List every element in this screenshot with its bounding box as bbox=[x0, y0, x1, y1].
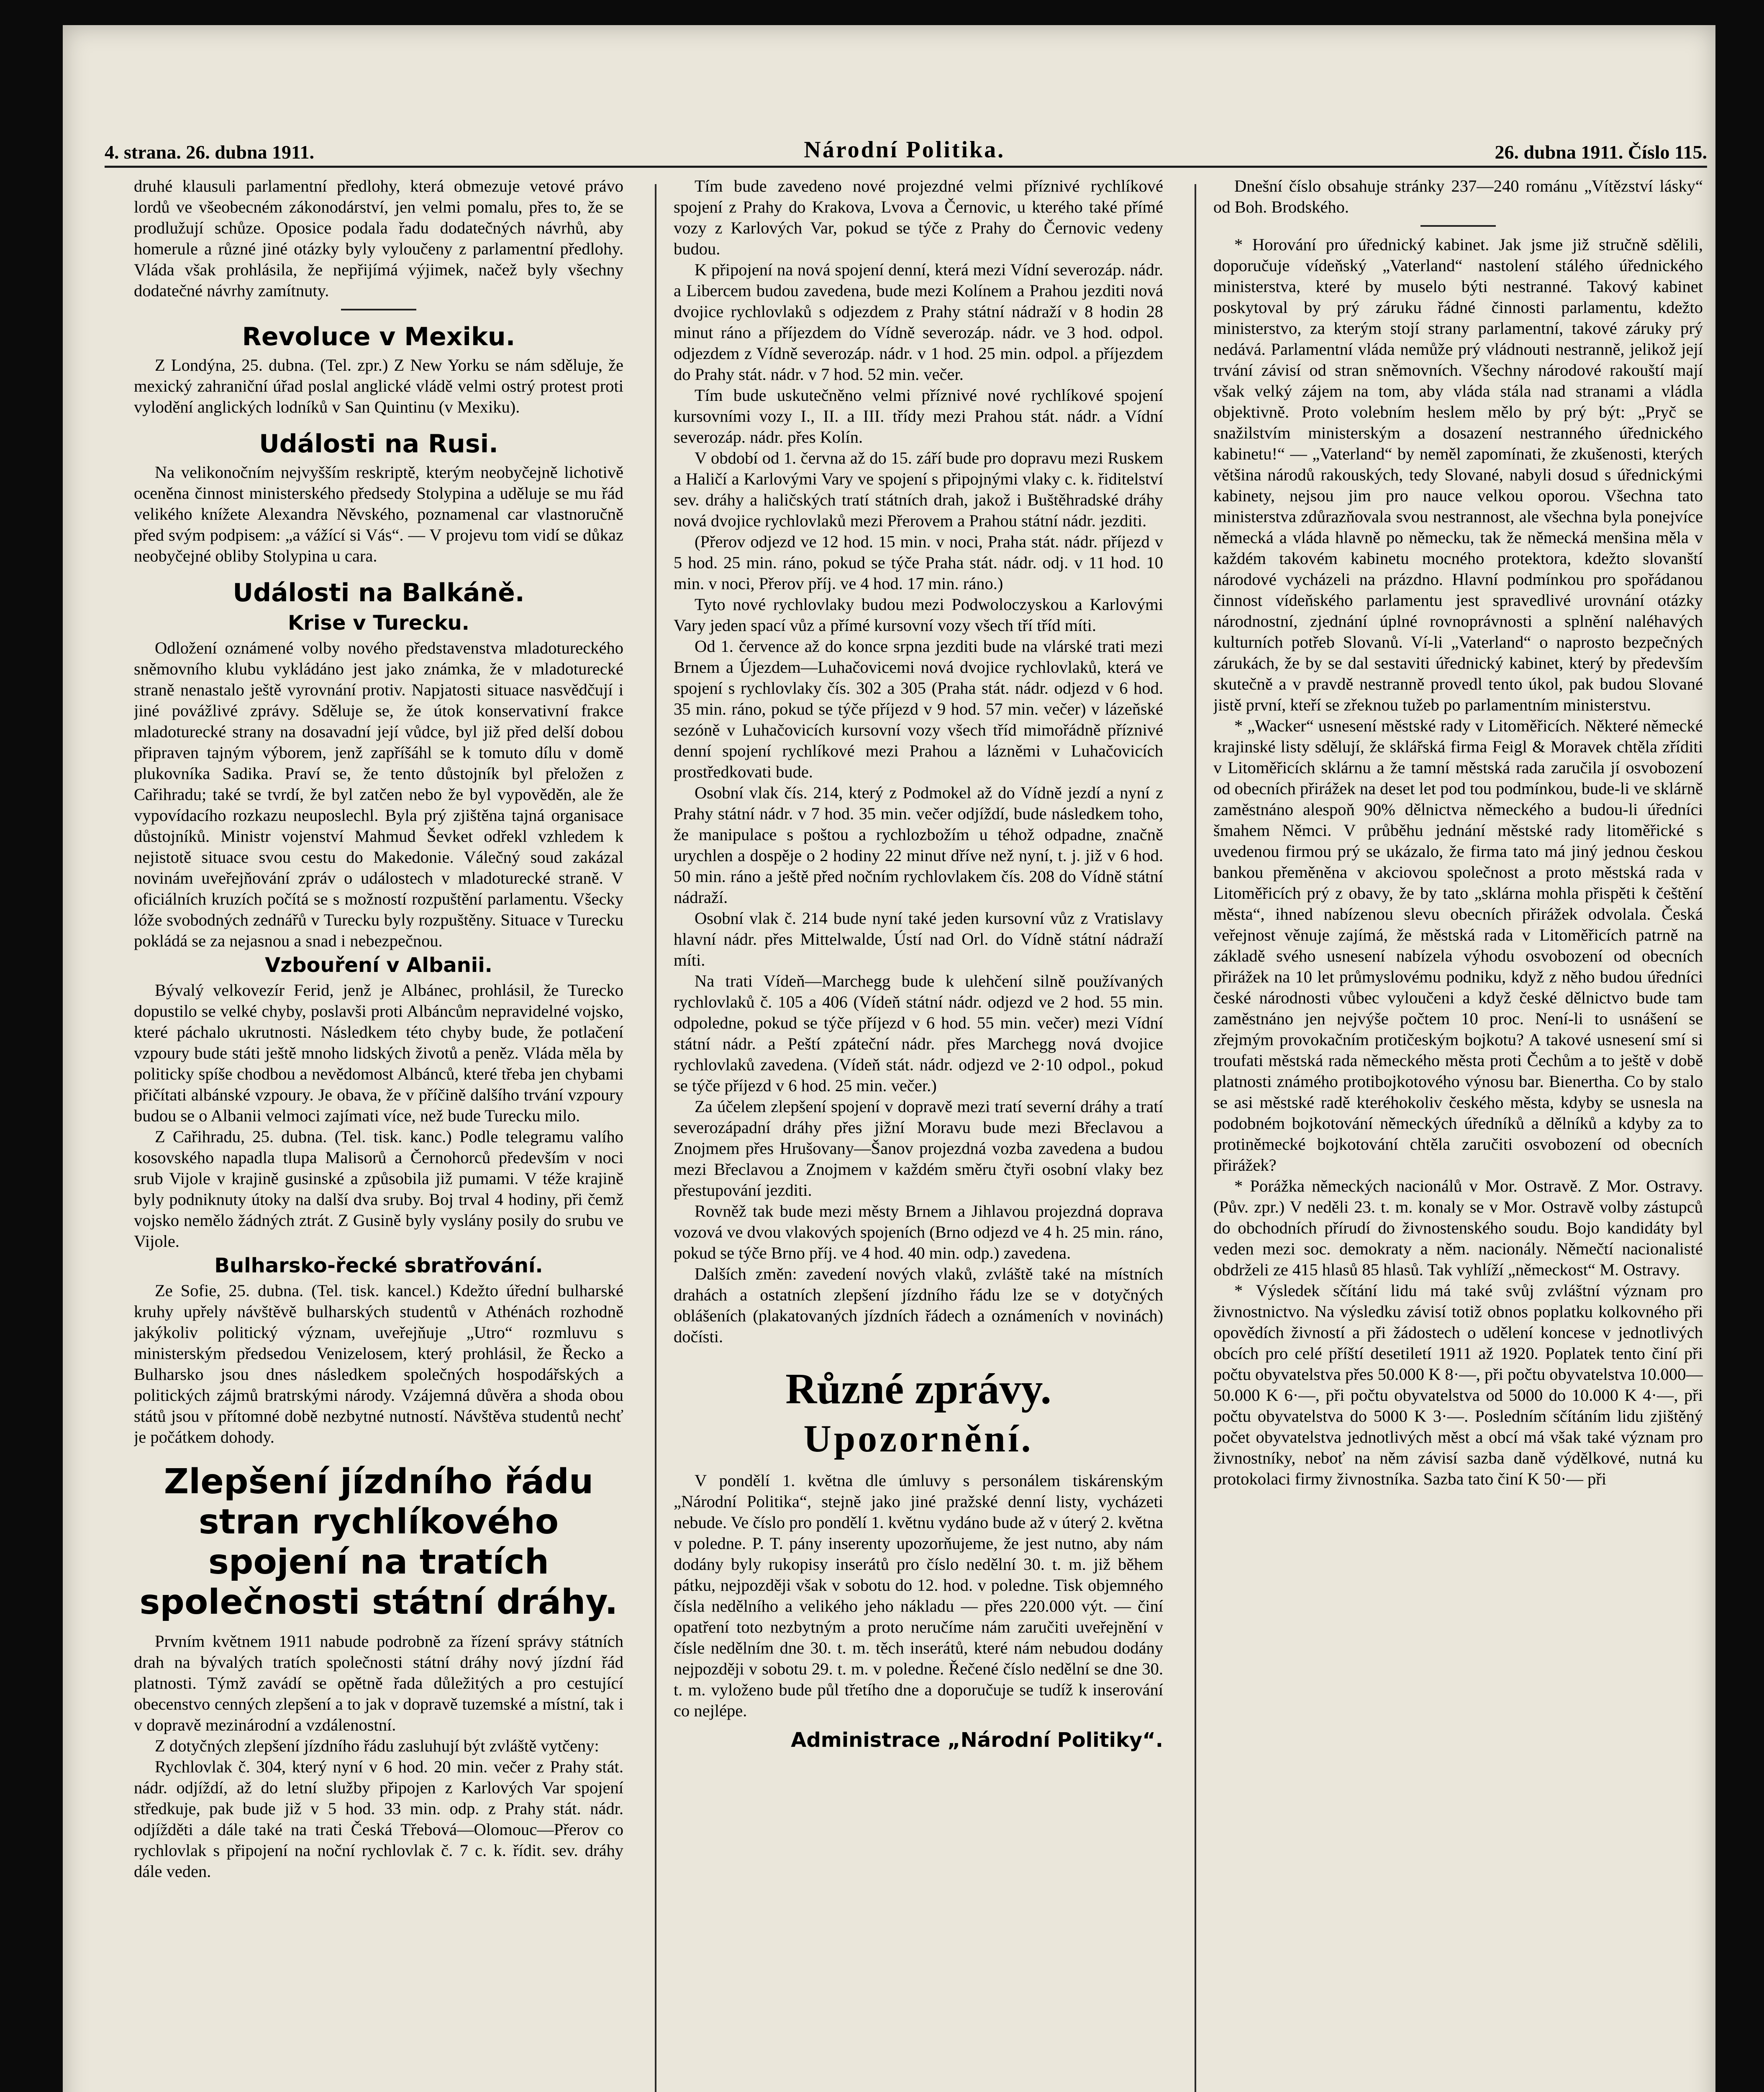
article-text: Prvním květnem 1911 nabude podrobně za řízení správy státních drah na bývalých tratích společnosti státní dráhy nový jízdní řád platnosti. Týmž zavádí se opětně řada důležitých a pro cestující obecenstvo cenných zlepšení a to jak v dopravě tuzemské a místní, tak i v dopravě mezinárodní a vzdálenostní. bbox=[134, 1632, 623, 1734]
divider bbox=[1420, 225, 1496, 227]
headline-mexico: Revoluce v Mexiku. bbox=[242, 322, 515, 351]
headline-upozorneni: Upozornění. bbox=[803, 1417, 1033, 1460]
column-3 bbox=[1213, 176, 1703, 2092]
article-text: druhé klausuli parlamentní předlohy, která obmezuje vetové právo lordů ve všeobecném zákonodárství, jen velmi pomalu, přes to, že se prodlužují schůze. Oposice podala řadu dodatečných návrhů, aby homerule a různé jiné otázky byly vyloučeny z parlamentní předlohy. Vláda však prohlásila, že nepřijímá výjimek, načež byly všechny dodatečné návrhy zamítnuty. bbox=[134, 177, 623, 300]
article-text: Tyto nové rychlovlaky budou mezi Podwoloczyskou a Karlovými Vary jeden spací vůz a přímé kursovní vozy všech tří tříd míti. bbox=[674, 595, 1163, 635]
signature-administrace: Administrace „Národní Politiky“. bbox=[791, 1728, 1163, 1752]
column-2 bbox=[674, 176, 1163, 2092]
article-text: Na velikonočním nejvyšším reskriptě, kterým neobyčejně lichotivě oceněna činnost ministerského předsedy Stolypina a uděluje se mu řád velikého knížete Alexandra Něvského, poznamenal car vlastnoručně před svým podpisem: „a vážící si Vás“. — V projevu tom vidí se důkaz neobyčejné obliby Stolypina u cara. bbox=[134, 463, 623, 565]
article-text: Osobní vlak č. 214 bude nyní také jeden kursovní vůz z Vratislavy hlavní nádr. přes Mittelwalde, Ústí nad Orl. do Vídně státní nádraží míti. bbox=[674, 909, 1163, 969]
article-text: Z dotyčných zlepšení jízdního řádu zasluhují být zvláště vytčeny: bbox=[155, 1736, 599, 1755]
article-text: * Výsledek sčítání lidu má také svůj zvláštní význam pro živnostnictvo. Na výsledku závisí totiž obnos poplatku kolkovného při opovědích živností a při žádostech o udělení koncese v jednotlivých obcích pro celé příští desetiletí 1911 až 1920. Poplatek tento činí při počtu obyvatelstva přes 50.000 K 8·—, při počtu obyvatelstva 10.000—50.000 K 6·—, při počtu obyvatelstva od 5000 do 10.000 K 4·—, při počtu obyvatelstva do 5000 K 3·—. Posledním sčítáním lidu zjištěný počet obyvatelstva jednotlivých měst a obcí má však také význam pro živnostníky, neboť na něm závisí sazba daně výdělkové, nutná ku protokolaci firmy živnostníka. Sazba tato činí K 50·— při bbox=[1213, 1281, 1703, 1488]
article-text: Osobní vlak čís. 214, který z Podmokel až do Vídně jezdí a nyní z Prahy státní nádr. v 7 hod. 35 min. večer odjíždí, bude následkem toho, že manipulace s poštou a rychlozbožím u téhož odpadne, značně urychlen a dospěje o 2 hodiny 22 minut dříve než nyní, t. j. již v 6 hod. 50 min. ráno a ještě před nočním rychlovlakem čís. 208 do Vídně státní nádraží. bbox=[674, 783, 1163, 907]
header-issue-right: 26. dubna 1911. Číslo 115. bbox=[1495, 141, 1707, 163]
article-text: Z Cařihradu, 25. dubna. (Tel. tisk. kanc.) Podle telegramu valího kosovského napadla tlupa Malisorů a Černohorců především v noci srub Vijole v krajině gusinské a způsobila již pumami. V téže krajině byly podniknuty útoky na další dva sruby. Boj trval 4 hodiny, při čemž vojsko nemělo žádných ztrát. Z Gusině byly vyslány posily do srubu ve Vijole. bbox=[134, 1127, 623, 1251]
subheadline-turecko: Krise v Turecku. bbox=[288, 611, 469, 635]
article-text: * Porážka německých nacionálů v Mor. Ostravě. Z Mor. Ostravy. (Pův. zpr.) V neděli 23. t. m. konaly se v Mor. Ostravě volby zástupců do obchodních přírudí do živnostenského soudu. Bojo kandidáty byl veden mezi soc. demokraty a něm. nacionály. Němečtí nacionalisté obdrželi ze 415 hlasů 85 hlasů. Tak vyhlíží „německost“ M. Ostravy. bbox=[1213, 1177, 1703, 1279]
article-text: (Přerov odjezd ve 12 hod. 15 min. v noci, Praha stát. nádr. příjezd v 5 hod. 25 min. ráno, pokud se týče Praha stát. nádr. odj. v 11 hod. 10 min. v noci, Přerov příj. ve 4 hod. 17 min. ráno.) bbox=[674, 532, 1163, 593]
article-text: Za účelem zlepšení spojení v dopravě mezi tratí severní dráhy a tratí severozápadní dráhy přes jižní Moravu bude mezi Břeclavou a Znojmem přes Hrušovany—Šanov projezdná vozba zavedena a budou mezi Břeclavou a Znojmem v každém směru čtyři osobní vlaky bez přestupování jezditi. bbox=[674, 1097, 1163, 1200]
column-rule-2 bbox=[1195, 184, 1196, 2092]
article-text: Odložení oznámené volby nového představenstva mladotureckého sněmovního klubu vykládáno jest jako známka, že v mladoturecké straně nenastalo ještě vyrovnání protiv. Napjatosti situace nasvědčují i jiné povážlivé zprávy. Sděluje se, že útok konservativní frakce mladoturecké strany na dosavadní její vůdce, byl již před delší dobou připraven tajným výborem, jenž zapříšáhl se k tomuto dílu v domě plukovníka Sadika. Praví se, že tento důstojník byl přeložen z Cařihradu; také se tvrdí, že byl zatčen nebo že byl vypověděn, ale že vypovídacího rozkazu neuposlechl. Byla prý zjištěna tajná organisace důstojníků. Ministr vojenství Mahmud Ševket odřekl vzhledem k nejistotě situace svou cestu do Makedonie. Válečný soud zakázal novinám uveřejňování zpráv o událostech v mladoturecké straně. V oficiálních kruzích počítá se s možností rozpuštění parlamentu. Všecky lóže svobodných zednářů v Turecku byly rozpuštěny. Situace v Turecku pokládá se za nejasnou a snad i nebezpečnou. bbox=[134, 638, 623, 950]
article-text: Dalších změn: zavedení nových vlaků, zvláště také na místních drahách a ostatních zlepšení jízdního řádu lze se v dotyčných oblášeních (plakatovaných jízdních řádech a oznámeních v novinách) dočísti. bbox=[674, 1264, 1163, 1346]
article-text: K připojení na nová spojení denní, která mezi Vídní severozáp. nádr. a Libercem budou zavedena, bude mezi Kolínem a Prahou jezditi nová dvojice rychlovlaků s odjezdem z Prahy státní nádraží v 8 hodin 28 minut ráno a příjezdem do Vídně severozáp. nádr. ve 3 hod. odpol. odjezdem z Vídně severozáp. nádr. v 1 hod. 25 min. odpol. a příjezdem do Prahy stát. nádr. v 7 hod. 52 min. večer. bbox=[674, 260, 1163, 384]
article-text: Tím bude uskutečněno velmi příznivé nové rychlíkové spojení kursovními vozy I., II. a III. třídy mezi Prahou stát. nádr. a Vídní severozáp. nádr. přes Kolín. bbox=[674, 386, 1163, 446]
article-text: Rychlovlak č. 304, který nyní v 6 hod. 20 min. večer z Prahy stát. nádr. odjíždí, až do letní služby připojen z Karlových Var spojení středkuje, pak bude již v 5 hod. 33 min. odp. z Prahy stát. nádr. odjížděti a dále také na trati Česká Třebová—Olomouc—Přerov co rychlovlak s připojení na noční rychlovlak č. 7 c. k. řídit. sev. dráhy dále veden. bbox=[134, 1757, 623, 1881]
article-text: Bývalý velkovezír Ferid, jenž je Albánec, prohlásil, že Turecko dopustilo se velké chyby, poslavši proti Albáncům nepravidelné vojsko, které páchalo ukrutnosti. Následkem této chyby bude, že potlačení vzpoury bude státi ještě mnoho lidských životů a peněz. Vláda měla by politicky spíše chodbou a nevědomost Albánců, které třeba jen chybami přičítati albánské vzpoury. Je obava, že v příčině dalšího trvání vzpoury budou se o Albanii velmoci zajímati více, než bude Turecku milo. bbox=[134, 981, 623, 1125]
article-text: V období od 1. června až do 15. září bude pro dopravu mezi Ruskem a Haličí a Karlovými Vary ve spojení s připojnými vlaky c. k. řiditelství sev. dráhy a haličských tratí státních drah, jakož i Buštěhradské dráhy nová dvojice rychlovlaků mezi Přerovem a Prahou státní nádr. jezditi. bbox=[674, 449, 1163, 530]
newspaper-title: Národní Politika. bbox=[804, 137, 1005, 163]
headline-ruzne-zpravy: Různé zprávy. bbox=[785, 1365, 1051, 1413]
masthead bbox=[105, 126, 1707, 168]
header-date-left: 4. strana. 26. dubna 1911. bbox=[105, 141, 315, 163]
article-text: Dnešní číslo obsahuje stránky 237—240 románu „Vítězství lásky“ od Boh. Brodského. bbox=[1213, 177, 1703, 216]
article-text: * Horování pro úřednický kabinet. Jak jsme již stručně sdělili, doporučuje vídeňský „Vaterland“ nastolení stálého úřednického ministerstva, které by muselo býti nestranné. Takový kabinet poskytoval by prý záruku řádné činnosti parlamentu, kdežto ministerstvo, za kterým stojí strany parlamentní, takové záruky prý nedává. Parlamentní vláda nemůže prý vládnouti nestranně, jelikož její trvání závisí od stran sněmovních. Všechny národové rakouští mají však velký zájem na tom, aby vláda stála nad stranami a vládla objektivně. Proto volebním heslem mělo by prý být: „Pryč se snažilstvím ministerským a dosazení nestranného úřednického kabinetu!“ — „Vaterland“ by neměl zapomínati, že zkušenosti, kterých většina národů rakouských, tedy Slované, nabyli dosud s úřednickými kabinety, nejsou jim pro nauce velkou oporou. Všechna tato ministerstva zdůrazňovala svou nestrannost, ale všechna byla ponejvíce německá a vláda hlavně po německu, tak že německá menšina měla v každém takovém kabinetu mocného protektora, kdežto slovanští národové vycházeli na prázdno. Hlavní podmínkou pro spořádanou činnost vídeňského parlamentu jest spravedlivé urovnání otázky národnostní, zjednání úplné rovnoprávnosti a splnění naléhavých kulturních potřeb Slovanů. Ví-li „Vaterland“ o naprosto bezpečných zárukách, že by se dal sestaviti úřednický kabinet, který by především skutečně a v pravdě nestranně provedl tento úkol, pak budou Slované jistě první, kteří se zřeknou tužeb po parlamentním ministerstvu. bbox=[1213, 235, 1703, 714]
article-text: Od 1. července až do konce srpna jezditi bude na vlárské trati mezi Brnem a Újezdem—Luhačovicemi nová dvojice rychlovlaků, která ve spojení s rychlovlaky čís. 302 a 305 (Praha stát. nádr. odjezd v 6 hod. 35 min. ráno, pokud se týče příjezd v 9 hod. 57 min. večer) v lázeňské sezóně v Luhačovicích kursovní vozy všech tříd mimořádně příznivé denní spojení rychlíkové mezi Prahou a lázněmi v Luhačovicích prostředkovati bude. bbox=[674, 637, 1163, 781]
headline-rusi: Události na Rusi. bbox=[259, 429, 498, 459]
article-text: V pondělí 1. května dle úmluvy s personálem tiskárenským „Národní Politika“, stejně jako jiné pražské denní listy, vycházeti nebude. Ve číslo pro pondělí 1. květnu vydáno bude až v úterý 2. května v poledne. P. T. pány inserenty upozorňujeme, že jest nutno, aby nám dodány byly rukopisy inserátů pro číslo nedělní 30. t. m. již během pátku, nejpozději však v sobotu do 12. hod. v poledne. Tisk objemného čísla nedělního a velikého jeho nákladu — přes 220.000 výt. — činí opatření toto nezbytným a proto neručíme nám zaručiti uveřejnění v čísle nedělním dne 30. t. m. těch inserátů, které nám nebudou dodány nejpozději v sobotu 29. t. m. v poledne. Řečené číslo nedělní se dne 30. t. m. vyloženo bude půl třetího dne a doporučuje se tudíž k inserování co nejlépe. bbox=[674, 1471, 1163, 1720]
subheadline-albanie: Vzbouření v Albanii. bbox=[265, 954, 492, 977]
column-1 bbox=[134, 176, 623, 2092]
article-text: Na trati Vídeň—Marchegg bude k ulehčení silně používaných rychlovlaků č. 105 a 406 (Vídeň státní nádr. odjezd ve 2 hod. 55 min. odpoledne, pokud se týče příjezd v 6 hod. 55 min. večer) mezi Vídní státní nádr. a Peští zpáteční nádr. přes Marchegg nová dvojice rychlovlaků zavedena. (Vídeň stát. nádr. odjezd ve 2·10 odpol., pokud se týče příjezd v 6 hod. 25 min. večer.) bbox=[674, 972, 1163, 1095]
headline-zlepseni: Zlepšení jízdního řádu stran rychlíkového spojení na tratích společnosti státní dráhy. bbox=[139, 1462, 618, 1622]
article-text: * „Wacker“ usnesení městské rady v Litoměřicích. Některé německé krajinské listy sdělují, že sklářská firma Feigl & Moravek chtěla zříditi v Litoměřicích sklárnu a že tamní městská rada zaručila jí osvobození od obecních přirážek na deset let pod tou podmínkou, bude-li ve sklárně zaměstnáno alespoň 90% dělnictva německého a budou-li úředníci šmahem Němci. V průběhu jednání městské rady litoměřické s uvedenou firmou prý se ukázalo, že firma tato má jiný jednou českou bankou přeměněna v akciovou společnost a proto městská rada v Litoměřicích prý z obavy, že by tato „sklárna mohla přispěti k češtění města“, ihned nabízenou slevu obecních přirážek odvolala. Česká veřejnost věnuje zajímá, že městská rada v Litoměřicích patrně na základě svého usnesení nabízela výhodu osvobození od obecních přirážek na 10 let průmyslovému podniku, když z něho budou úředníci české národnosti vůbec vyloučeni a když české dělnictvo bude tam zaměstnáno jen nejvýše počtem 10 proc. Není-li to usnášení se zřejmým provokačním protičeským bojkotu? A takové usnesení smí si troufati městská rada německého města proti Čechům a to ještě v době platnosti známého protibojkotového výnosu bar. Bienertha. Co by stalo se asi městské radě kteréhokoliv českého města, kdyby se usnesla na podobném bojkotování německých úředníků a dělníků a kdyby za to protiněmecké bojkotování chtěla zaručiti osvobození od obecních přirážek? bbox=[1213, 716, 1703, 1174]
column-rule-1 bbox=[655, 184, 656, 2092]
article-text: Ze Sofie, 25. dubna. (Tel. tisk. kancel.) Kdežto úřední bulharské kruhy upřely návštěvě bulharských studentů v Athénách rozhodně jakýkoliv politický význam, uveřejňuje „Utro“ rozmluvu s ministerským předsedou Venizelosem, který prohlásil, že Řecko a Bulharsko jsou dnes následkem společných hospodářských a politických zájmů bratrskými národy. Vzájemná důvěra a shoda obou států jsou v přítomné době nezbytné nutností. Návštěva studentů nechť je počátkem dohody. bbox=[134, 1281, 623, 1446]
article-text: Z Londýna, 25. dubna. (Tel. zpr.) Z New Yorku se nám sděluje, že mexický zahraniční úřad poslal anglické vládě velmi ostrý protest proti vylodění anglických lodníků v San Quintinu (v Mexiku). bbox=[134, 356, 623, 416]
article-text: Rovněž tak bude mezi městy Brnem a Jihlavou projezdná doprava vozová ve dvou vlakových spojeních (Brno odjezd ve 4 h. 25 min. ráno, pokud se týče Brno příj. ve 4 hod. 40 min. odp.) zavedena. bbox=[674, 1202, 1163, 1262]
divider bbox=[341, 309, 416, 310]
headline-balkan: Události na Balkáně. bbox=[233, 578, 525, 608]
subheadline-bulgar: Bulharsko-řecké sbratřování. bbox=[214, 1254, 543, 1277]
article-text: Tím bude zavedeno nové projezdné velmi příznivé rychlíkové spojení z Prahy do Krakova, Lvova a Černovic, u kterého také přímé vozy z Karlových Var, pokud se týče z Prahy do Černovic vedeny budou. bbox=[674, 177, 1163, 258]
